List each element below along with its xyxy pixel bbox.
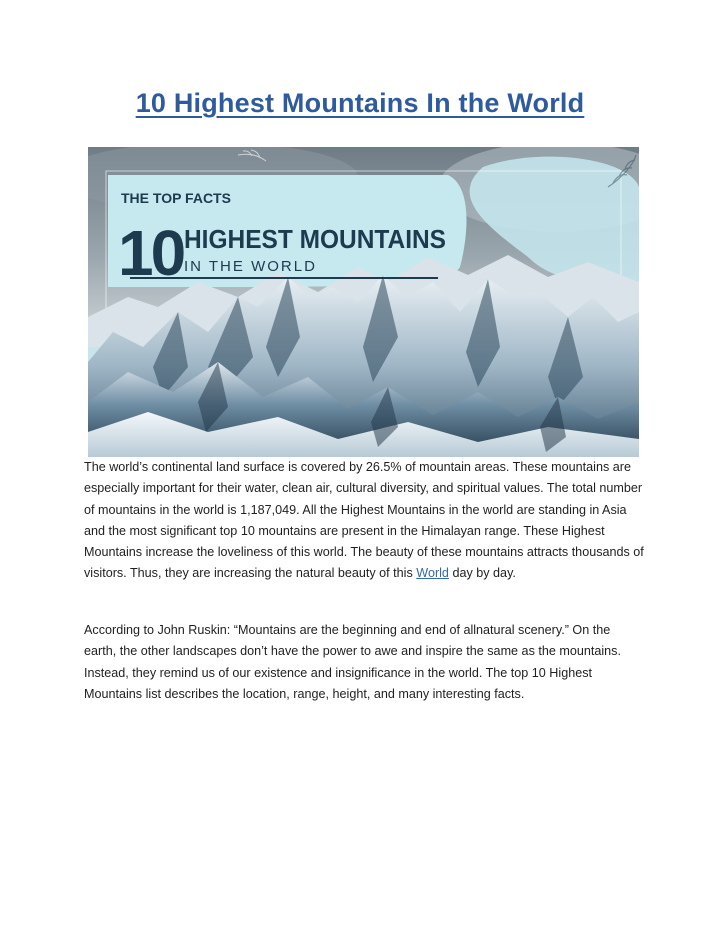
paragraph-quote: According to John Ruskin: “Mountains are the beginning and end of allnatural scenery.” On the earth, the other landscapes don’t have the power to awe and inspire the same as the mountains. Instead, they remind us of our existence and insignificance in the world. The top 10 Highest Mountains list describes the location, range, height, and many interesting facts. [84,623,621,701]
page-title[interactable]: 10 Highest Mountains In the World [135,88,585,118]
hero-headline: HIGHEST MOUNTAINS [184,224,446,254]
paragraph-intro-text: The world’s continental land surface is covered by 26.5% of mountain areas. These mountains are especially important for their water, clean air, cultural diversity, and spiritual values. The total number of mountains in the world is 1,187,049. All the Highest Mountains in the world are standing in Asia and the most significant top 10 mountains are present in the Himalayan range. These Highest Mountains increase the loveliness of this world. The beauty of these mountains attracts thousands of visitors. Thus, they are increasing the natural beauty of this [84,460,644,581]
hero-image [88,147,639,457]
hero-subheadline: IN THE WORLD [184,258,317,275]
hero-number: 10 [118,217,184,289]
world-link[interactable]: World [416,566,449,581]
hero-brand: THE TOP FACTS [121,190,231,206]
paragraph-intro-tail: day by day. [448,566,516,581]
hero-graphic [88,147,639,457]
paragraph-intro [84,457,644,585]
